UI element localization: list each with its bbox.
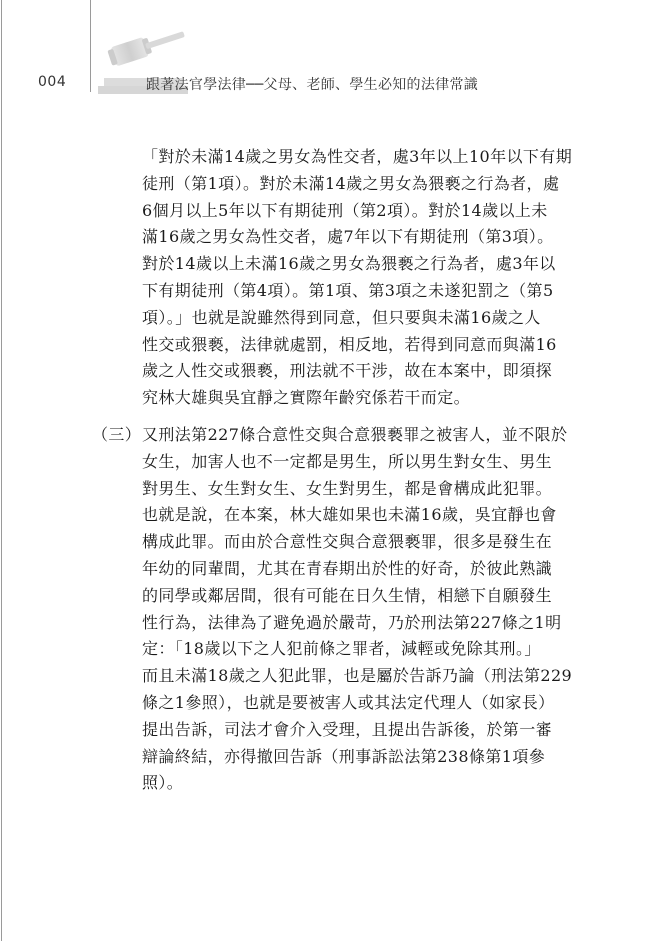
text-line: 又刑法第227條合意性交與合意猥褻罪之被害人，並不限於 [142,425,568,444]
text-line: 也就是說，在本案，林大雄如果也未滿16歲，吳宜靜也會 [142,505,557,525]
text-line: 性行為，法律為了避免過於嚴苛，乃於刑法第227條之1明 [142,612,562,632]
text-line: 性交或猥褻，法律就處罰，相反地，若得到同意而與滿16 [142,334,557,354]
text-line: 6個月以上5年以下有期徒刑（第2項）。對於14歲以上未 [142,200,548,220]
list-item-marker: （三） [92,425,142,444]
text-line: 滿16歲之男女為性交者，處7年以下有期徒刑（第3項）。 [142,227,554,247]
text-line: 照）。 [142,773,184,793]
text-line: 女生，加害人也不一定都是男生，所以男生對女生、男生 [142,451,553,471]
header-divider [90,0,91,92]
text-line: 對於14歲以上未滿16歲之男女為猥褻之行為者，處3年以 [142,254,556,274]
text-line: 定：「18歲以下之人犯前條之罪者，減輕或免除其刑。」 [142,639,541,659]
page-number: 004 [38,74,67,90]
text-line: 的同學或鄰居間，很有可能在日久生情，相戀下自願發生 [142,585,553,605]
text-line: 而且未滿18歲之人犯此罪，也是屬於告訴乃論（刑法第229 [142,666,573,686]
text-line: 項）。」也就是說雖然得到同意，但只要與未滿16歲之人 [142,307,541,327]
text-line: 下有期徒刑（第4項）。第1項、第3項之未遂犯罰之（第5 [142,280,554,300]
text-line: 究林大雄與吳宜靜之實際年齡究係若干而定。 [142,388,471,408]
text-line: 條之1參照），也就是要被害人或其法定代理人（如家長） [142,692,555,712]
text-line: 歲之人性交或猥褻，刑法就不干涉，故在本案中，即須探 [142,361,553,381]
text-line: 構成此罪。而由於合意性交與合意猥褻罪，很多是發生在 [142,532,553,552]
text-line: 「對於未滿14歲之男女為性交者，處3年以上10年以下有期 [142,147,573,166]
page-left-border [1,0,2,941]
paragraph-statute-quote [142,144,573,412]
text-line: 辯論終結，亦得撤回告訴（刑事訴訟法第238條第1項參 [142,746,546,766]
text-line: 年幼的同輩間，尤其在青春期出於性的好奇，於彼此熟識 [142,558,553,578]
text-line: 提出告訴，司法才會介入受理，且提出告訴後，於第一審 [142,719,553,739]
running-header-title: 跟著法官學法律──父母、老師、學生必知的法律常識 [146,77,479,93]
text-line: 對男生、女生對女生、女生對男生，都是會構成此犯罪。 [142,478,553,498]
paragraph-item-three [142,422,573,797]
text-line: 徒刑（第1項）。對於未滿14歲之男女為猥褻之行為者，處 [142,173,560,193]
